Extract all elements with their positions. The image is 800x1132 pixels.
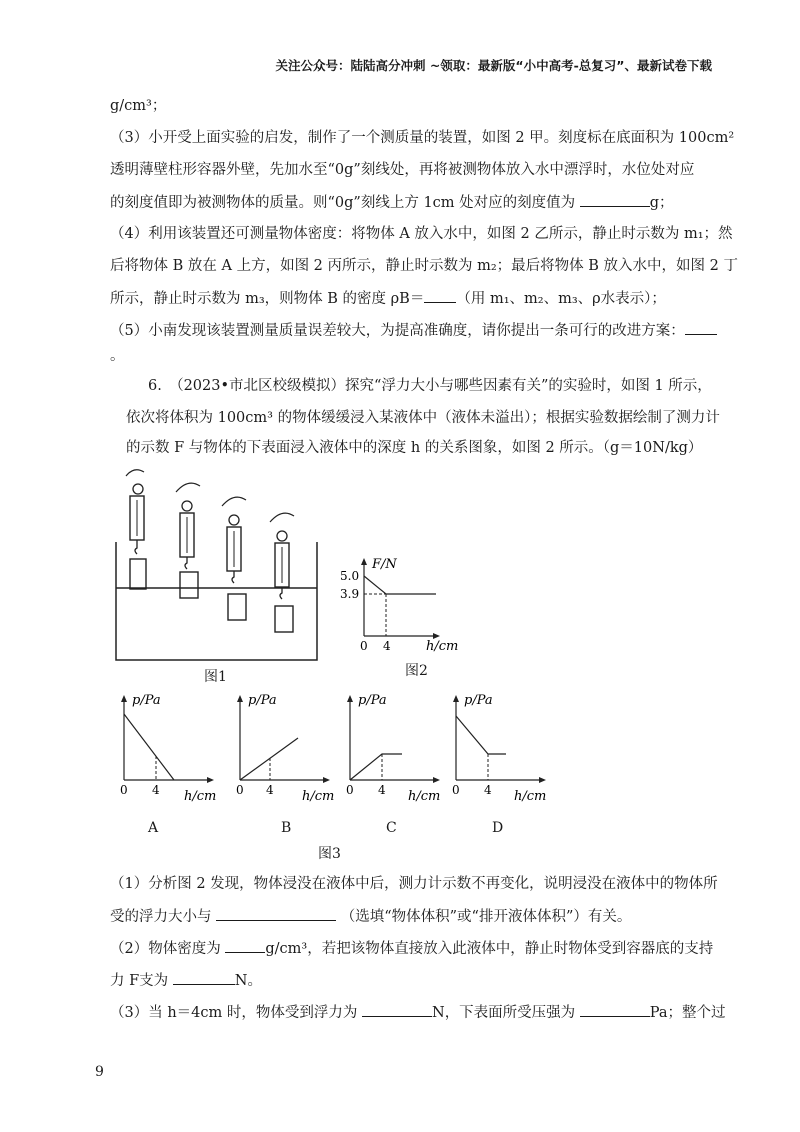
text-span: （用 m₁、m₂、m₃、ρ水表示）；	[456, 291, 666, 307]
figure-3-d-xtick-4: 4	[484, 783, 492, 797]
option-b-label: B	[281, 820, 292, 836]
figure-3-d-xtick-0: 0	[452, 783, 460, 797]
answer-blank[interactable]	[173, 970, 235, 985]
page-header: 关注公众号：陆陆高分冲刺 ~领取：最新版“小中高考-总复习”、最新试卷下载	[275, 58, 712, 73]
question-6-line: 依次将体积为 100cm³ 的物体缓缓浸入某液体中（液体未溢出）；根据实验数据绘制了测力计	[126, 410, 720, 426]
text-line	[110, 320, 717, 341]
text-span: 的刻度值即为被测物体的质量。则“0g”刻线上方 1cm 处对应的刻度值为	[110, 195, 576, 211]
question-6-line: 6. （2023•市北区校级模拟）探究“浮力大小与哪些因素有关”的实验时，如图 1 所示，	[148, 378, 712, 394]
figure-3-b-ylabel: p/Pa	[248, 693, 277, 708]
text-span: N。	[234, 973, 262, 989]
figure-3-b-xtick-4: 4	[266, 783, 274, 797]
figure-3-option-a-graph	[110, 688, 230, 806]
figure-2-xtick-0: 0	[360, 639, 368, 653]
spring-scale-4	[270, 513, 294, 632]
figure-2-xtick-4: 4	[383, 639, 391, 653]
figure-3-option-d-graph	[442, 688, 562, 806]
figure-3-a-xtick-0: 0	[120, 783, 128, 797]
figure-3-b-xtick-0: 0	[236, 783, 244, 797]
figure-3-c-xtick-0: 0	[346, 783, 354, 797]
text-line: 。	[110, 348, 125, 364]
text-line	[110, 288, 666, 309]
figure-3-d-xlabel: h/cm	[514, 789, 547, 804]
text-line: （3）小开受上面实验的启发，制作了一个测质量的装置，如图 2 甲。刻度标在底面积为 100cm²	[110, 130, 735, 146]
answer-blank[interactable]	[362, 1002, 432, 1017]
text-span: g/cm³，若把该物体直接放入此液体中，静止时物体受到容器底的支持	[265, 941, 714, 957]
option-a-label: A	[148, 820, 159, 836]
figure-2-ylabel: F/N	[372, 557, 397, 572]
text-line: （4）利用该装置还可测量物体密度：将物体 A 放入水中，如图 2 乙所示，静止时示数为 m₁；然	[110, 226, 733, 242]
figure-3-option-b-graph	[226, 688, 346, 806]
answer-blank[interactable]	[424, 288, 456, 303]
figure-1-label: 图1	[204, 669, 227, 685]
figure-2-label: 图2	[405, 663, 428, 679]
answer-blank[interactable]	[216, 906, 336, 921]
figure-3-c-ylabel: p/Pa	[358, 693, 387, 708]
figure-3-c-xlabel: h/cm	[408, 789, 441, 804]
figure-3-option-c-graph	[336, 688, 456, 806]
figure-3-label: 图3	[318, 846, 341, 862]
figure-3-c-xtick-4: 4	[378, 783, 386, 797]
text-line: （1）分析图 2 发现，物体浸没在液体中后，测力计示数不再变化，说明浸没在液体中的物体所	[110, 876, 718, 892]
option-c-label: C	[386, 820, 397, 836]
text-span: 所示，静止时示数为 m₃，则物体 B 的密度 ρB＝	[110, 291, 425, 307]
text-span: （选填“物体体积”或“排开液体体积”）有关。	[340, 909, 632, 925]
figure-3-a-xlabel: h/cm	[184, 789, 217, 804]
text-line	[110, 970, 262, 991]
figure-1-diagram	[110, 462, 325, 664]
figure-2-graph	[332, 554, 482, 654]
text-span: g；	[649, 195, 674, 211]
figure-2-ytick-high: 5.0	[340, 569, 360, 583]
text-span: 受的浮力大小与	[110, 909, 212, 925]
spring-scale-2	[176, 483, 200, 598]
text-line: g/cm³；	[110, 98, 167, 114]
figure-2-ytick-low: 3.9	[340, 587, 360, 601]
figure-3-d-ylabel: p/Pa	[464, 693, 493, 708]
figure-3-a-xtick-4: 4	[152, 783, 160, 797]
figure-3-b-xlabel: h/cm	[302, 789, 335, 804]
text-span: （3）当 h＝4cm 时，物体受到浮力为	[110, 1005, 358, 1021]
answer-blank[interactable]	[225, 938, 265, 953]
text-line	[110, 938, 713, 959]
answer-blank[interactable]	[685, 320, 717, 335]
figure-3-a-ylabel: p/Pa	[132, 693, 161, 708]
text-span: 力 F支为	[110, 973, 169, 989]
text-line	[110, 192, 674, 213]
text-line	[110, 1002, 726, 1023]
text-line: 透明薄壁柱形容器外壁，先加水至“0g”刻线处，再将被测物体放入水中漂浮时，水位处对应	[110, 162, 695, 178]
option-d-label: D	[492, 820, 504, 836]
question-6-line: 的示数 F 与物体的下表面浸入液体中的深度 h 的关系图象，如图 2 所示。（g＝10N/kg）	[126, 440, 703, 456]
page-number: 9	[95, 1064, 104, 1080]
text-span: Pa；整个过	[649, 1005, 726, 1021]
text-line	[110, 906, 631, 927]
spring-scale-1	[126, 470, 146, 589]
text-span: （5）小南发现该装置测量质量误差较大，为提高准确度，请你提出一条可行的改进方案：	[110, 323, 685, 339]
text-line: 后将物体 B 放在 A 上方，如图 2 丙所示，静止时示数为 m₂；最后将物体 B 放入水中，如图 2 丁	[110, 258, 738, 274]
text-span: N，下表面所受压强为	[432, 1005, 576, 1021]
answer-blank[interactable]	[580, 1002, 650, 1017]
text-span: （2）物体密度为	[110, 941, 221, 957]
figure-2-xlabel: h/cm	[426, 639, 459, 654]
answer-blank[interactable]	[580, 192, 650, 207]
spring-scale-3	[222, 497, 246, 620]
